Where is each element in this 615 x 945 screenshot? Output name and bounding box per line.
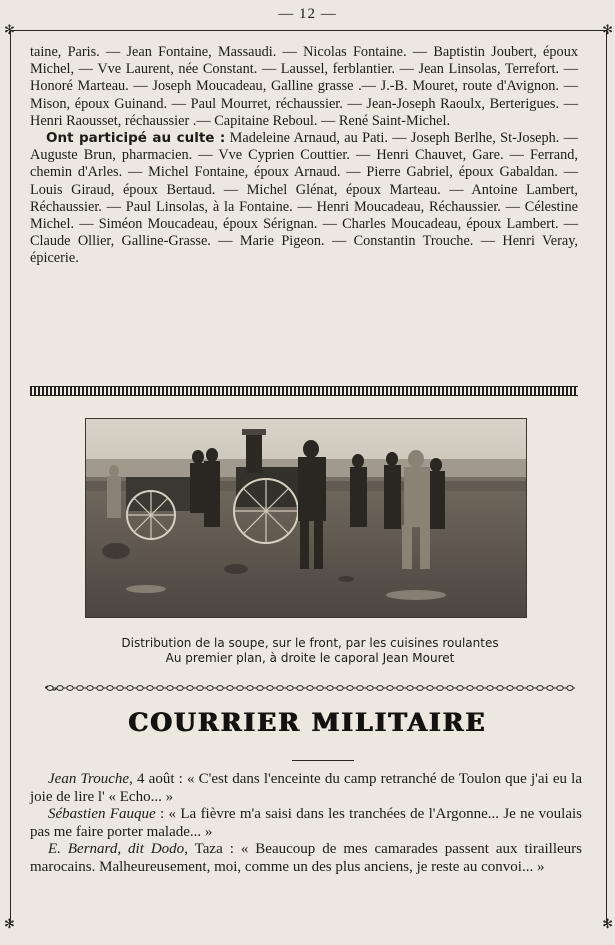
frame-left-rule — [10, 30, 11, 925]
culte-lead: Ont participé au culte : — [46, 130, 226, 147]
letter-entry — [30, 841, 582, 876]
corner-ornament-icon: ✻ — [602, 917, 613, 932]
letter-author: Jean Trouche — [48, 771, 130, 787]
frame-right-rule — [606, 30, 607, 925]
field-kitchen-photo — [85, 418, 527, 618]
letters-block — [30, 771, 582, 876]
section-title: COURRIER MILITAIRE — [128, 708, 487, 737]
caption-line: Au premier plan, à droite le caporal Jean Mouret — [165, 651, 455, 665]
caption-line: Distribution de la soupe, sur le front, par les cuisines roulantes — [121, 636, 499, 650]
corner-ornament-icon: ✻ — [4, 917, 15, 932]
donor-list-paragraph: taine, Paris. — Jean Fontaine, Massaudi. — Nicolas Fontaine. — Baptistin Joubert, époux Michel, — Vve Laurent, née Constant. — Laussel, ferblantier. — Jean Linsolas, Terrefort. — Honoré Marteau. — Joseph Moucadeau, Galline grasse .— J.-B. Mouret, route d'Avignon. — Mison, époux Guinand. — Paul Mourret, réchaussier. — Jean-Joseph Raoulx, Berterigues. — Henri Raousset, réchaussier .— Capitaine Reboul. — René Saint-Michel. — [30, 44, 578, 129]
ornamental-rule — [45, 684, 575, 692]
donor-list — [30, 44, 578, 268]
letter-entry — [30, 771, 582, 806]
letter-text: : « La fièvre m'a saisi dans les tranchées de l'Argonne... Je ne voulais pas me faire porter malade... » — [30, 806, 583, 840]
letter-entry — [30, 806, 582, 841]
corner-ornament-icon: ✻ — [602, 23, 613, 38]
letter-text: , Taza : « Beaucoup de mes camarades passent aux tirailleurs marocains. Malheureusement, moi, comme un des plus anciens, je reste au convoi... » — [30, 841, 582, 875]
culte-paragraph — [30, 130, 578, 268]
photo-caption — [30, 636, 590, 666]
frame-top-rule — [10, 30, 607, 31]
culte-names: Madeleine Arnaud, au Pati. — Joseph Berlhe, St-Joseph. — Auguste Brun, pharmacien. — Vve Cyprien Couttier. — Henri Chauvet, Gare. — Ferrand, chemin d'Arles. — Michel Fontaine, époux Arnaud. — Pierre Gabriel, époux Gabaldan. — Louis Giraud, époux Bertaud. — Michel Glénat, époux Marteau. — Antoine Lambert, Réchaussier. — Paul Linsolas, à la Fontaine. — Henri Moucadeau, Réchaussier. — Célestine Michel. — Siméon Moucadeau, époux Sérignan. — Charles Moucadeau, époux Lambert. — Claude Ollier, Galline-Grasse. — Marie Pigeon. — Constantin Trouche. — Henri Veray, épicerie. — [30, 130, 578, 267]
letter-author: Sébastien Fauque — [48, 806, 156, 822]
title-underline — [292, 760, 354, 761]
page-number: — 12 — — [278, 6, 337, 22]
corner-ornament-icon: ✻ — [4, 23, 15, 38]
letter-text: , 4 août : « C'est dans l'enceinte du camp retranché de Toulon que j'ai eu la joie de lire l' « Echo... » — [30, 771, 582, 805]
letter-author: E. Bernard, dit Dodo — [48, 841, 185, 857]
hatched-divider — [30, 386, 578, 396]
